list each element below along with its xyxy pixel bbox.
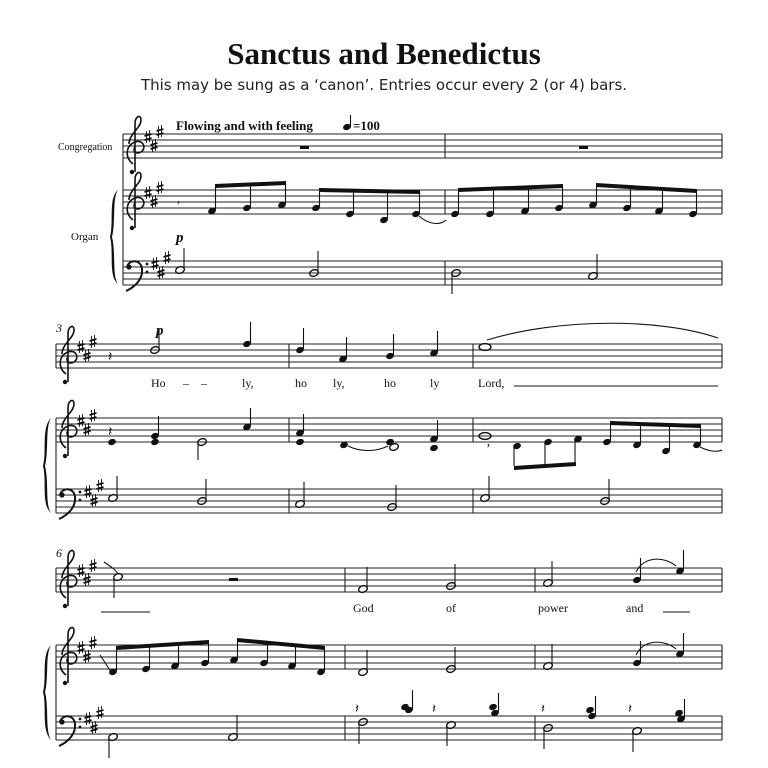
- dynamic-marking: p: [156, 323, 164, 339]
- system-1: [58, 115, 722, 294]
- quarter-rest: 𝄽: [628, 701, 632, 716]
- lyric-syllable: Lord,: [478, 376, 505, 390]
- quarter-rest: 𝄽: [108, 425, 113, 440]
- staff-organ-treble: [123, 173, 722, 231]
- eighth-notes-m1: [207, 181, 446, 224]
- staff-voice: [56, 550, 722, 608]
- whole-note: [479, 344, 491, 351]
- lyric-syllable: Ho: [151, 376, 166, 390]
- eighth-rest: ʼ: [176, 199, 181, 214]
- staff-organ-treble: [56, 401, 722, 470]
- part-label-congregation: Congregation: [58, 142, 113, 153]
- staff-organ-bass: [123, 248, 722, 294]
- staff-organ-treble: [56, 628, 722, 686]
- lyric-syllable: of: [446, 601, 456, 615]
- whole-rest: [300, 146, 309, 149]
- quarter-note-icon: [342, 115, 352, 131]
- brace: [43, 645, 51, 740]
- eighth-notes-m2: [450, 183, 698, 218]
- lyric-syllable: ly: [430, 376, 440, 390]
- quarter-rest: 𝄽: [355, 701, 359, 716]
- half-rest: [229, 578, 238, 581]
- measure-number: 3: [56, 321, 62, 335]
- lyric-syllable: ly,: [333, 376, 345, 390]
- system-2: [43, 321, 722, 519]
- part-label-organ: Organ: [71, 231, 99, 243]
- staff-organ-bass: [56, 690, 722, 758]
- score-title: Sanctus and Benedictus: [227, 36, 541, 71]
- brace: [110, 190, 118, 284]
- tempo-value: =100: [353, 118, 380, 133]
- staff-organ-bass: [56, 476, 722, 519]
- dynamic-marking: p: [176, 230, 184, 246]
- score-subtitle: This may be sung as a ‘canon’. Entries occur every 2 (or 4) bars.: [140, 76, 628, 94]
- tempo-marking: Flowing and with feeling: [176, 118, 313, 133]
- quarter-rest: 𝄽: [541, 701, 545, 716]
- quarter-rest: 𝄽: [108, 350, 113, 365]
- whole-rest: [579, 146, 588, 149]
- lyric-syllable: ho: [384, 376, 396, 390]
- lyric-syllable: and: [626, 601, 644, 615]
- lyric-hyphen: –: [201, 376, 207, 390]
- quarter-rest: 𝄽: [432, 701, 436, 716]
- lyric-syllable: ly,: [242, 376, 254, 390]
- system-3: [43, 546, 722, 758]
- lyrics-line-2: [101, 601, 690, 615]
- lyric-hyphen: –: [183, 376, 189, 390]
- lyric-syllable: ho: [295, 376, 307, 390]
- lyric-syllable: power: [538, 601, 568, 615]
- lyric-syllable: God: [353, 601, 374, 615]
- brace: [43, 418, 51, 513]
- eighth-rest: ʼ: [486, 442, 491, 457]
- measure-number: 6: [56, 546, 62, 560]
- lyrics-line-1: [151, 376, 718, 390]
